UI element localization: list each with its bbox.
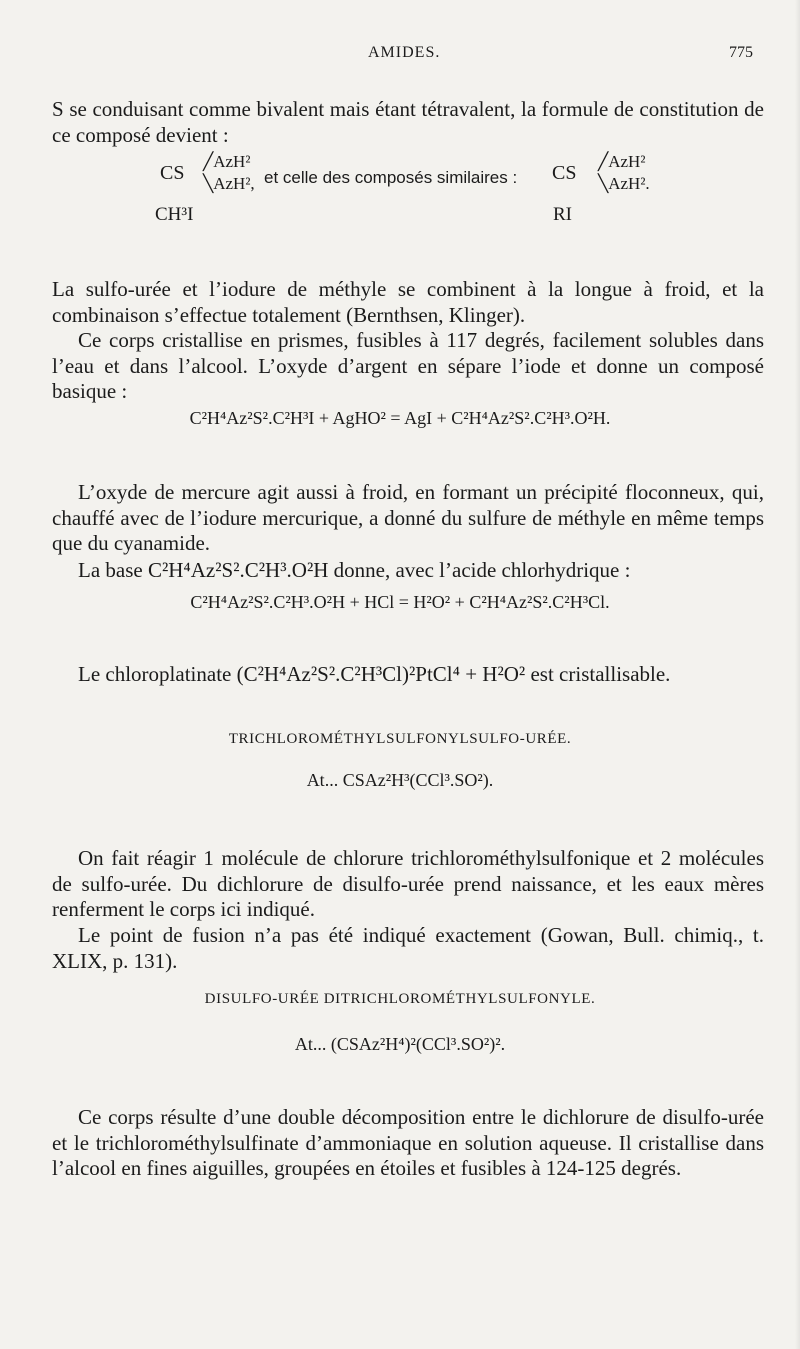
section-heading-disulfo: DISULFO-URÉE DITRICHLOROMÉTHYLSULFONYLE. bbox=[204, 991, 596, 1007]
running-head bbox=[0, 42, 800, 66]
paragraph-combination: La sulfo-urée et l’iodure de méthyle se combinent à la longue à froid, et la combinaison s’effectue totalement (Bernthsen, Klinger). bbox=[52, 277, 764, 327]
paragraph-melting-point: Le point de fusion n’a pas été indiqué exactement (Gowan, Bull. chimiq., t. XLIX, p. 131). bbox=[52, 923, 764, 973]
constitution-formula bbox=[0, 152, 800, 232]
formula-right-cs: CS bbox=[552, 162, 577, 184]
running-title: AMIDES. bbox=[368, 44, 441, 61]
formula-left-ch3i: CH³I bbox=[155, 204, 194, 225]
paragraph-base-hcl: La base C²H⁴Az²S².C²H³.O²H donne, avec l’acide chlorhydrique : bbox=[78, 558, 631, 582]
equation-silver-oxide: C²H⁴Az²S².C²H³I + AgHO² = AgI + C²H⁴Az²S².C²H³.O²H. bbox=[189, 408, 611, 428]
paragraph-intro: S se conduisant comme bivalent mais étant tétravalent, la formule de constitution de ce composé devient : bbox=[52, 97, 764, 147]
atomic-formula-disulfo: At... (CSAz²H⁴)²(CCl³.SO²)². bbox=[294, 1034, 506, 1054]
formula-left-azh2-bottom: ╲AzH², bbox=[203, 174, 255, 193]
paragraph-decomposition: Ce corps résulte d’une double décomposition entre le dichlorure de disulfo-urée et le trichlorométhylsulfinate d’ammoniaque en solution aqueuse. Il cristallise dans l’alcool en fines aiguilles, groupées en étoiles et fusibles à 124-125 degrés. bbox=[52, 1105, 764, 1180]
paragraph-crystallisation: Ce corps cristallise en prismes, fusibles à 117 degrés, facilement solubles dans l’eau et dans l’alcool. L’oxyde d’argent en sépare l’iode et donne un composé basique : bbox=[52, 328, 764, 403]
formula-right-ri: RI bbox=[553, 204, 572, 225]
formula-left-azh2-top: ╱AzH² bbox=[203, 152, 251, 171]
paragraph-mercury-oxide: L’oxyde de mercure agit aussi à froid, en formant un précipité floconneux, qui, chauffé avec de l’iodure mercurique, a donné du sulfure de méthyle en même temps que du cyanamide. bbox=[52, 480, 764, 555]
paragraph-reaction: On fait réagir 1 molécule de chlorure trichlorométhylsulfonique et 2 molécules de sulfo-urée. Du dichlorure de disulfo-urée prend naissance, et les eaux mères renferment le corps ici indiqué. bbox=[52, 846, 764, 921]
page-edge-shadow bbox=[795, 0, 800, 1349]
equation-hydrochloric: C²H⁴Az²S².C²H³.O²H + HCl = H²O² + C²H⁴Az²S².C²H³Cl. bbox=[190, 592, 610, 612]
section-heading-trichloro: TRICHLOROMÉTHYLSULFONYLSULFO-URÉE. bbox=[228, 731, 572, 747]
atomic-formula-trichloro: At... CSAz²H³(CCl³.SO²). bbox=[306, 770, 494, 790]
formula-right-azh2-bottom: ╲AzH². bbox=[598, 174, 650, 193]
formula-middle-text: et celle des composés similaires : bbox=[264, 168, 518, 187]
paragraph-chloroplatinate: Le chloroplatinate (C²H⁴Az²S².C²H³Cl)²PtCl⁴ + H²O² est cristallisable. bbox=[78, 662, 671, 686]
page-number: 775 bbox=[729, 44, 753, 61]
formula-left-cs: CS bbox=[160, 162, 185, 184]
formula-right-azh2-top: ╱AzH² bbox=[598, 152, 646, 171]
